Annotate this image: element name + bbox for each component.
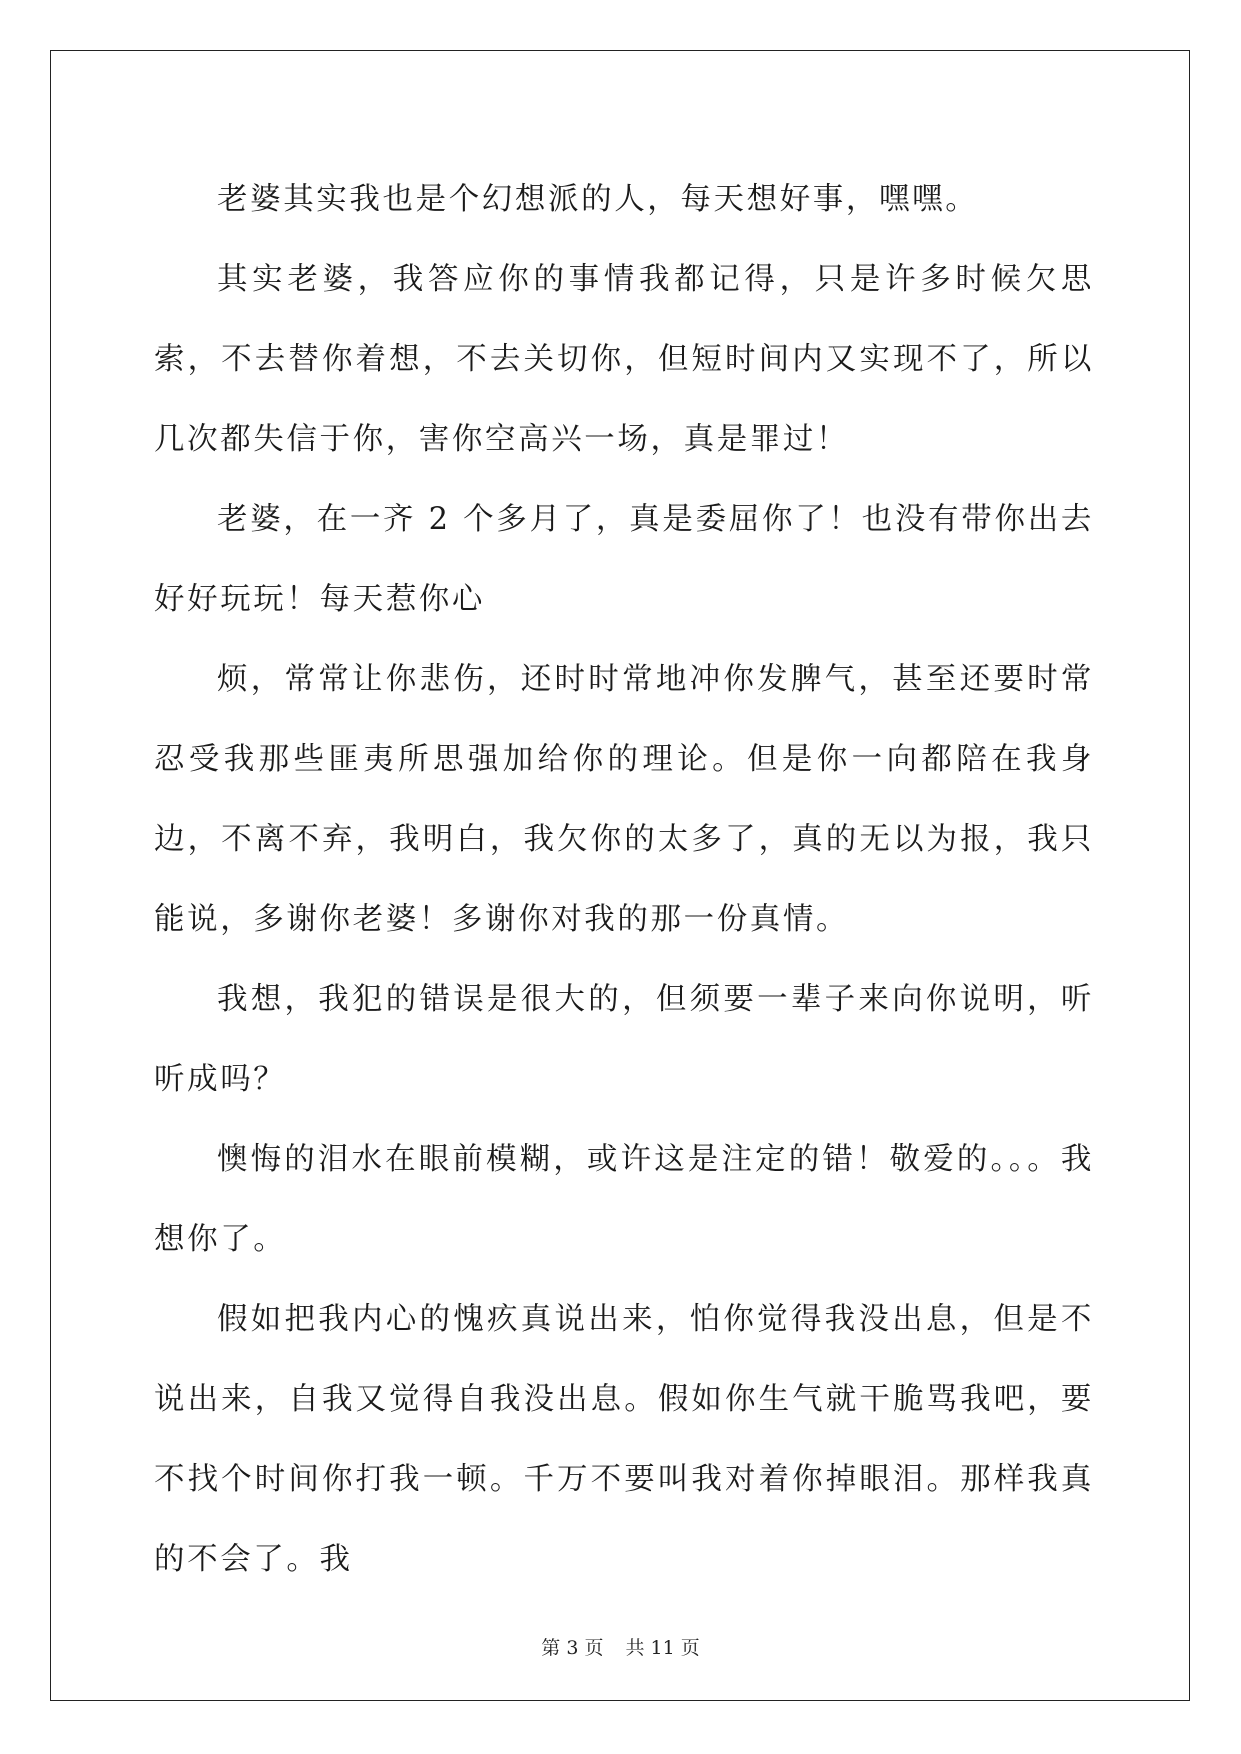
- paragraph-6: 懊悔的泪水在眼前模糊，或许这是注定的错！敬爱的。。。我想你了。: [154, 1142, 1094, 1257]
- page-footer: [0, 1636, 1241, 1660]
- page-number: 第 3 页: [541, 1637, 604, 1659]
- document-body: [154, 160, 1094, 1600]
- paragraph-3: 老婆，在一齐 2 个多月了，真是委屈你了！也没有带你出去好好玩玩！每天惹你心: [154, 502, 1094, 617]
- paragraph-2: 其实老婆，我答应你的事情我都记得，只是许多时候欠思索，不去替你着想，不去关切你，但短时间内又实现不了，所以几次都失信于你，害你空高兴一场，真是罪过！: [154, 262, 1094, 457]
- paragraph-4: 烦，常常让你悲伤，还时时常地冲你发脾气，甚至还要时常忍受我那些匪夷所思强加给你的理论。但是你一向都陪在我身边，不离不弃，我明白，我欠你的太多了，真的无以为报，我只能说，多谢你老婆！多谢你对我的那一份真情。: [154, 662, 1094, 937]
- paragraph-1: 老婆其实我也是个幻想派的人，每天想好事，嘿嘿。: [217, 182, 979, 217]
- page-total: 共 11 页: [625, 1637, 700, 1659]
- paragraph-7: 假如把我内心的愧疚真说出来，怕你觉得我没出息，但是不说出来，自我又觉得自我没出息。假如你生气就干脆骂我吧，要不找个时间你打我一顿。千万不要叫我对着你掉眼泪。那样我真的不会了。我: [154, 1302, 1094, 1577]
- paragraph-5: 我想，我犯的错误是很大的，但须要一辈子来向你说明，听听成吗？: [154, 982, 1094, 1097]
